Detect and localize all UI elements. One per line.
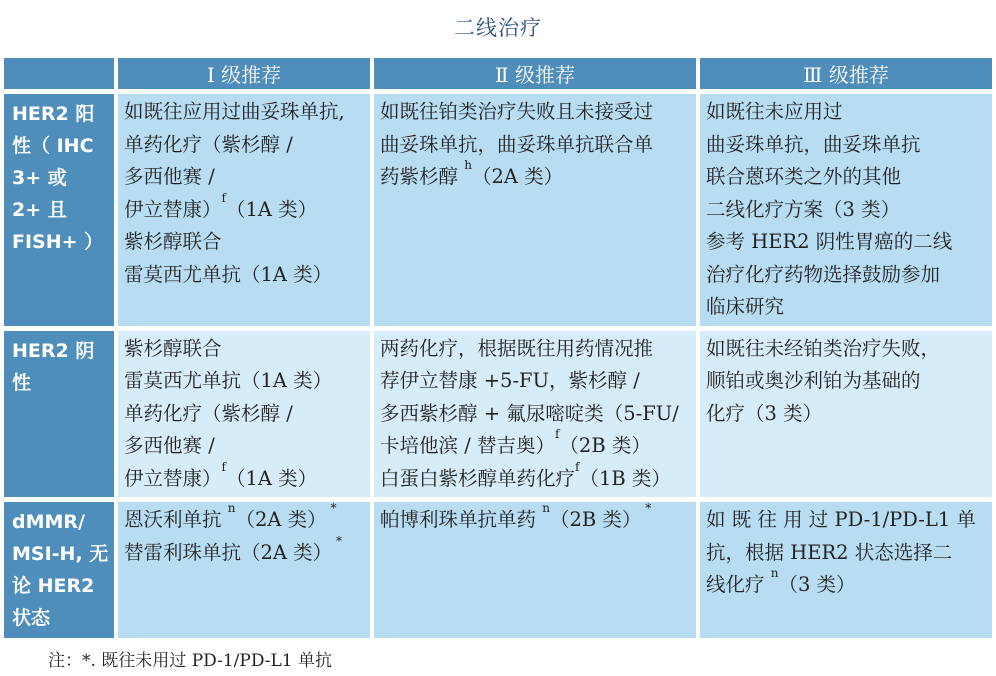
cell-text: 药紫杉醇 <box>380 165 465 188</box>
row-header <box>4 94 114 326</box>
cell-line <box>380 398 692 431</box>
header-corner <box>4 58 114 89</box>
cell-line <box>380 96 692 129</box>
cell-text: 多西紫杉醇 + 氟尿嘧啶类（5-FU/ <box>380 401 679 425</box>
cell-line <box>124 226 366 259</box>
evidence-category: （1B 类） <box>579 466 671 490</box>
cell-text: 替雷利珠单抗（2A 类） <box>124 540 333 564</box>
footnote-marker: n <box>542 501 550 515</box>
row-header-line: MSI-H, 无 <box>12 543 109 565</box>
cell-text: 联合蒽环类之外的其他 <box>706 165 902 188</box>
cell-line <box>124 190 366 227</box>
header-level-3: Ⅲ 级推荐 <box>700 58 992 89</box>
row-header-line: 性 <box>12 371 32 394</box>
footnote-marker: f <box>221 459 226 474</box>
cell-text: 如既往未应用过 <box>706 100 843 123</box>
footnote-marker: n <box>770 566 779 580</box>
cell-text: 如既往未经铂类治疗失败， <box>706 336 941 360</box>
cell-line <box>124 459 366 496</box>
row-header-line: HER2 阳 <box>12 103 95 125</box>
cell-line <box>706 259 988 292</box>
cell-line <box>706 566 988 602</box>
cell-line <box>706 398 988 431</box>
cell-line <box>706 504 988 537</box>
cell-line <box>124 129 366 162</box>
cell-line <box>124 365 366 398</box>
row-header <box>4 502 114 638</box>
cell-text: 恩沃利单抗 <box>124 508 228 531</box>
cell-line <box>124 96 366 129</box>
recommendation-cell-level-1 <box>118 502 370 638</box>
row-header-line: 状态 <box>12 607 51 629</box>
cell-line <box>706 129 988 162</box>
cell-text: 伊立替康） <box>124 197 222 221</box>
cell-line <box>380 501 692 537</box>
recommendation-cell-level-2 <box>374 94 696 326</box>
cell-text: 荐伊立替康 +5-FU，紫杉醇 / <box>380 369 640 392</box>
recommendation-cell-level-3 <box>700 331 992 498</box>
row-header-line: 论 HER2 <box>12 575 95 597</box>
cell-text: 顺铂或奥沙利铂为基础的 <box>706 369 921 392</box>
row-header-line: dMMR/ <box>12 511 85 533</box>
evidence-category: （2B 类） <box>549 508 642 531</box>
row-header-line: 2+ 且 <box>12 199 67 221</box>
cell-line <box>380 365 692 398</box>
recommendation-cell-level-2 <box>374 502 696 638</box>
cell-text: 紫杉醇联合 <box>124 336 222 360</box>
evidence-category: （3 类） <box>778 573 856 596</box>
cell-text: 曲妥珠单抗，曲妥珠单抗联合单 <box>380 132 654 156</box>
cell-text: 帕博利珠单抗单药 <box>380 508 543 531</box>
cell-text: 伊立替康） <box>124 466 222 490</box>
cell-text: 雷莫西尤单抗（1A 类） <box>124 262 333 286</box>
cell-line <box>706 194 988 227</box>
cell-text: 线化疗 <box>706 573 771 596</box>
cell-text: 单药化疗（紫杉醇 / <box>124 132 293 156</box>
cell-line <box>124 398 366 431</box>
footnote-marker: f <box>575 459 580 474</box>
header-level-2: Ⅱ 级推荐 <box>374 58 696 89</box>
cell-line <box>706 333 988 366</box>
cell-line <box>124 259 366 292</box>
cell-line <box>706 96 988 129</box>
evidence-category: （1A 类） <box>225 197 318 221</box>
cell-line <box>380 333 692 366</box>
evidence-category: （1A 类） <box>225 466 318 490</box>
row-header-line: HER2 阴 <box>12 339 95 362</box>
cell-text: 多西他赛 / <box>124 434 215 457</box>
evidence-category: （2A 类） <box>235 508 327 531</box>
footnote-marker: f <box>554 427 560 441</box>
cell-text: 曲妥珠单抗，曲妥珠单抗 <box>706 132 921 156</box>
table-row <box>4 331 992 498</box>
recommendation-cell-level-2 <box>374 331 696 498</box>
recommendation-cell-level-1 <box>118 331 370 498</box>
cell-text: 单药化疗（紫杉醇 / <box>124 401 293 425</box>
cell-text: 多西他赛 / <box>124 165 215 188</box>
cell-line <box>380 427 692 463</box>
footnote-marker: f <box>221 190 226 205</box>
cell-line <box>380 459 692 496</box>
table-title: 二线治疗 <box>454 16 542 40</box>
cell-text: 白蛋白紫杉醇单药化疗 <box>380 466 576 490</box>
cell-line <box>380 129 692 162</box>
cell-text: 化疗（3 类） <box>706 401 823 425</box>
cell-text: 如 既 往 用 过 PD-1/PD-L1 单 <box>706 508 976 531</box>
recommendation-cell-level-1 <box>118 94 370 326</box>
cell-text: 两药化疗，根据既往用药情况推 <box>380 336 654 360</box>
cell-line <box>380 158 692 194</box>
asterisk-marker: * <box>326 501 337 515</box>
asterisk-marker: * <box>641 501 652 515</box>
row-header-line: 3+ 或 <box>12 167 67 189</box>
cell-line <box>706 161 988 194</box>
row-header-line: FISH+ ） <box>12 231 104 253</box>
cell-text: 抗，根据 HER2 状态选择二 <box>706 540 953 564</box>
evidence-category: （2A 类） <box>471 165 564 188</box>
cell-text: 治疗化疗药物选择鼓励参加 <box>706 262 941 286</box>
cell-line <box>124 333 366 366</box>
row-header <box>4 331 114 498</box>
cell-line <box>706 537 988 570</box>
recommendation-cell-level-3 <box>700 94 992 326</box>
cell-text: 二线化疗方案（3 类） <box>706 197 901 221</box>
header-level-1: Ⅰ 级推荐 <box>118 58 370 89</box>
cell-line <box>706 365 988 398</box>
cell-text: 参考 HER2 阴性胃癌的二线 <box>706 230 953 253</box>
table-row <box>4 502 992 638</box>
header-row <box>4 58 992 89</box>
cell-line <box>706 226 988 259</box>
recommendation-cell-level-3 <box>700 502 992 638</box>
table-row <box>4 94 992 326</box>
cell-line <box>124 430 366 463</box>
asterisk-marker: * <box>332 533 343 548</box>
cell-text: 如既往应用过曲妥珠单抗, <box>124 100 345 123</box>
footnote-marker: n <box>227 501 236 515</box>
cell-text: 卡培他滨 / 替吉奥） <box>380 434 555 457</box>
cell-line <box>706 291 988 324</box>
row-header-line: 性（ IHC <box>12 135 94 157</box>
cell-text: 雷莫西尤单抗（1A 类） <box>124 369 333 392</box>
footnote-marker: h <box>464 158 472 172</box>
cell-text: 如既往铂类治疗失败且未接受过 <box>380 100 654 123</box>
cell-text: 临床研究 <box>706 295 785 318</box>
cell-line <box>124 161 366 194</box>
cell-line <box>124 533 366 570</box>
evidence-category: （2B 类） <box>559 434 651 457</box>
cell-text: 紫杉醇联合 <box>124 230 222 253</box>
footnote: 注：*. 既往未用过 PD-1/PD-L1 单抗 <box>48 651 333 671</box>
cell-line <box>124 501 366 537</box>
recommendation-table <box>0 53 996 643</box>
